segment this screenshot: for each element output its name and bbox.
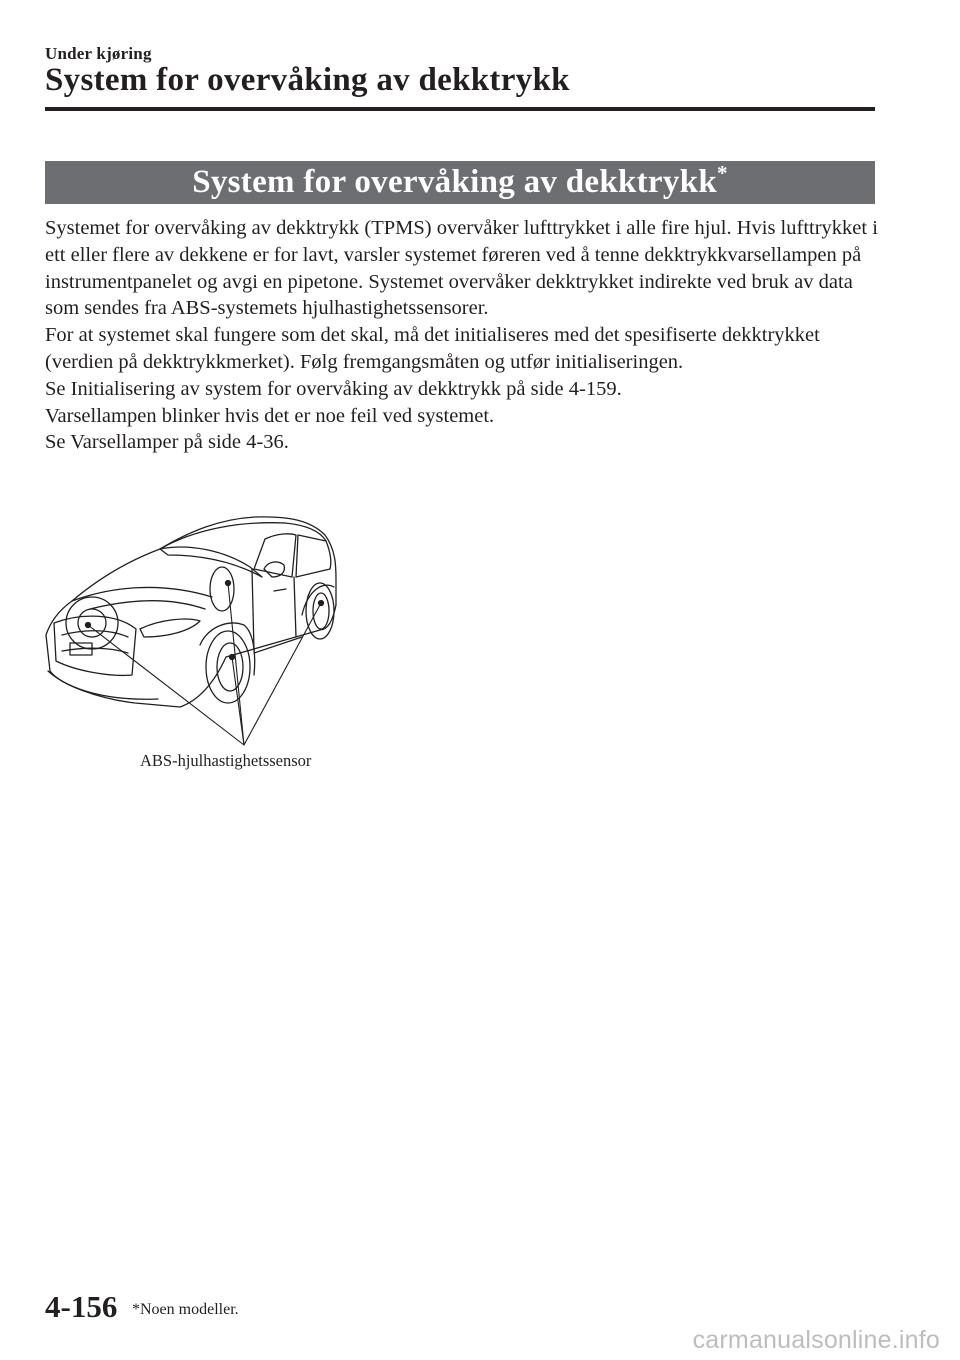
rear-side-window [296, 535, 331, 577]
banner-footnote-marker: * [716, 161, 728, 185]
title-rule [45, 107, 875, 111]
front-side-window [254, 534, 296, 577]
door-line-rear [294, 577, 296, 637]
page-number: 4-156 [45, 1289, 118, 1324]
windshield [160, 547, 262, 577]
paragraph-warning-light: Varsellampen blinker hvis det er noe feil ved systemet. [45, 404, 495, 427]
footnote: *Noen modeller. [132, 1301, 239, 1318]
watermark: carmanualsonline.info [692, 1326, 940, 1354]
banner-title [192, 161, 728, 201]
paragraph-reference-warning-lights: Se Varsellamper på side 4-36. [45, 431, 289, 454]
abs-sensor-callout: ABS-hjulhastighetssensor [140, 751, 312, 770]
paragraph-initialization: For at systemet skal fungere som det skal, må det initialiseres med det spesifiserte dekktrykket (verdien på dekktrykkmerket). Følg fremgangsmåten og utfør initialiseringen. [45, 324, 820, 373]
car-illustration [40, 505, 370, 750]
body-text [45, 215, 885, 456]
paragraph-reference-initialization: Se Initialisering av system for overvåking av dekktrykk på side 4-159. [45, 377, 622, 400]
door-handle [274, 589, 286, 591]
front-left-wheel [66, 597, 118, 649]
side-mirror [264, 562, 284, 577]
page-title: System for overvåking av dekktrykk [45, 62, 570, 98]
callout-leader-lines [88, 583, 321, 745]
section-banner [45, 161, 875, 204]
headlight [140, 619, 200, 637]
banner-title-text: System for overvåking av dekktrykk [192, 164, 717, 200]
front-bumper [48, 671, 158, 699]
paragraph-intro: Systemet for overvåking av dekktrykk (TPMS) overvåker lufttrykket i alle fire hjul. Hvis lufttrykket i ett eller flere av dekkene er for lavt, varsler systemet føreren ved å tenne dekktrykkvarsellampen på instrumentpanelet og avgi en pipetone. Systemet overvåker dekktrykket indirekte ved bruk av data som sendes fra ABS-systemets hjulhastighetssensorer. [45, 217, 878, 320]
section-label: Under kjøring [45, 44, 152, 63]
car-body-outline [46, 517, 336, 707]
hood-line [72, 587, 212, 601]
